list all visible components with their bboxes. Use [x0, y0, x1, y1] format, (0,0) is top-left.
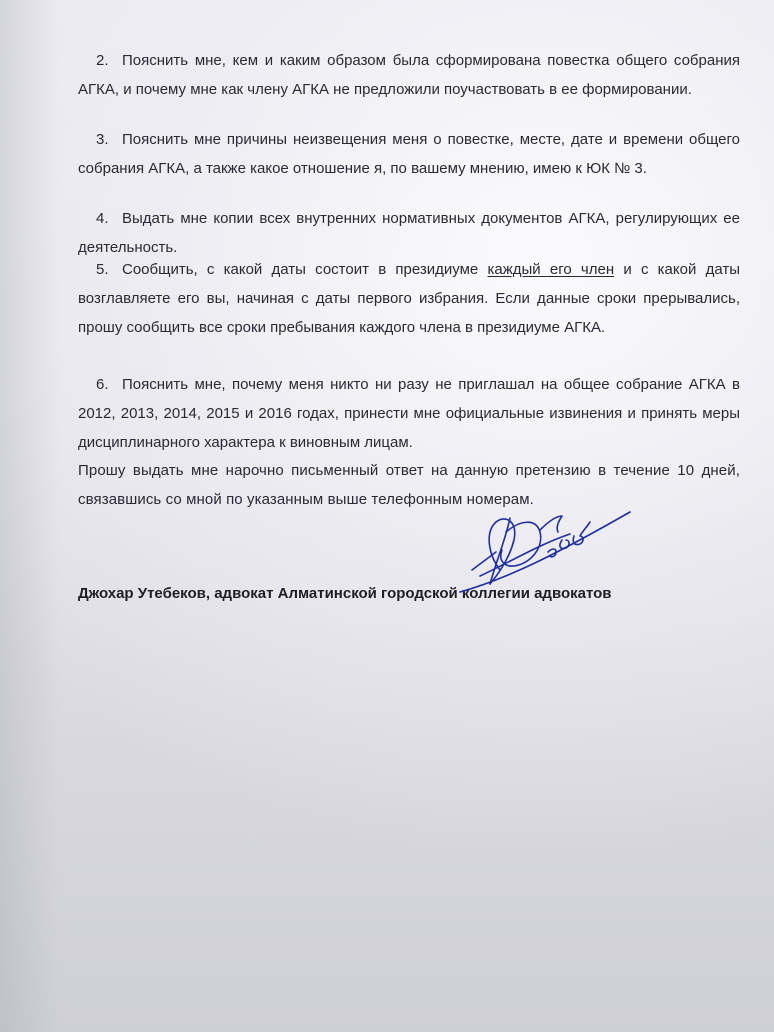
item-number: 3.: [96, 131, 109, 148]
item-number: 2.: [96, 52, 109, 69]
item-number: 4.: [96, 210, 109, 227]
list-item-5: [78, 255, 740, 342]
list-item-6: [78, 370, 740, 457]
item-number: 5.: [96, 261, 109, 278]
list-item-4: [78, 204, 740, 262]
list-item-3: [78, 125, 740, 183]
item-text-underlined: каждый его член: [487, 261, 615, 278]
item-text-before: Сообщить, с какой даты состоит в президиуме: [122, 261, 488, 278]
closing-paragraph: Прошу выдать мне нарочно письменный ответ на данную претензию в течение 10 дней, связавшись со мной по указанным выше телефонным номерам.: [78, 462, 740, 508]
item-text: Пояснить мне, кем и каким образом была сформирована повестка общего собрания АГКА, и почему мне как члену АГКА не предложили поучаствовать в ее формировании.: [78, 52, 740, 98]
item-number: 6.: [96, 376, 109, 393]
list-item-2: [78, 46, 740, 104]
item-text-after: и с какой даты возглавляете его вы, начиная с даты первого избрания. Если данные сроки прерывались, прошу сообщить все сроки пребывания каждого члена в президиуме АГКА.: [78, 261, 740, 336]
author-line: Джохар Утебеков, адвокат Алматинской городской коллегии адвокатов: [78, 585, 612, 602]
item-text: Пояснить мне причины неизвещения меня о повестке, месте, дате и времени общего собрания АГКА, а также какое отношение я, по вашему мнению, имею к ЮК № 3.: [78, 131, 740, 177]
signature: [440, 492, 650, 604]
item-text: Выдать мне копии всех внутренних нормативных документов АГКА, регулирующих ее деятельность.: [78, 210, 740, 256]
item-text: Пояснить мне, почему меня никто ни разу не приглашал на общее собрание АГКА в 2012, 2013, 2014, 2015 и 2016 годах, принести мне официальные извинения и принять меры дисциплинарного характера к виновным лицам.: [78, 376, 740, 451]
